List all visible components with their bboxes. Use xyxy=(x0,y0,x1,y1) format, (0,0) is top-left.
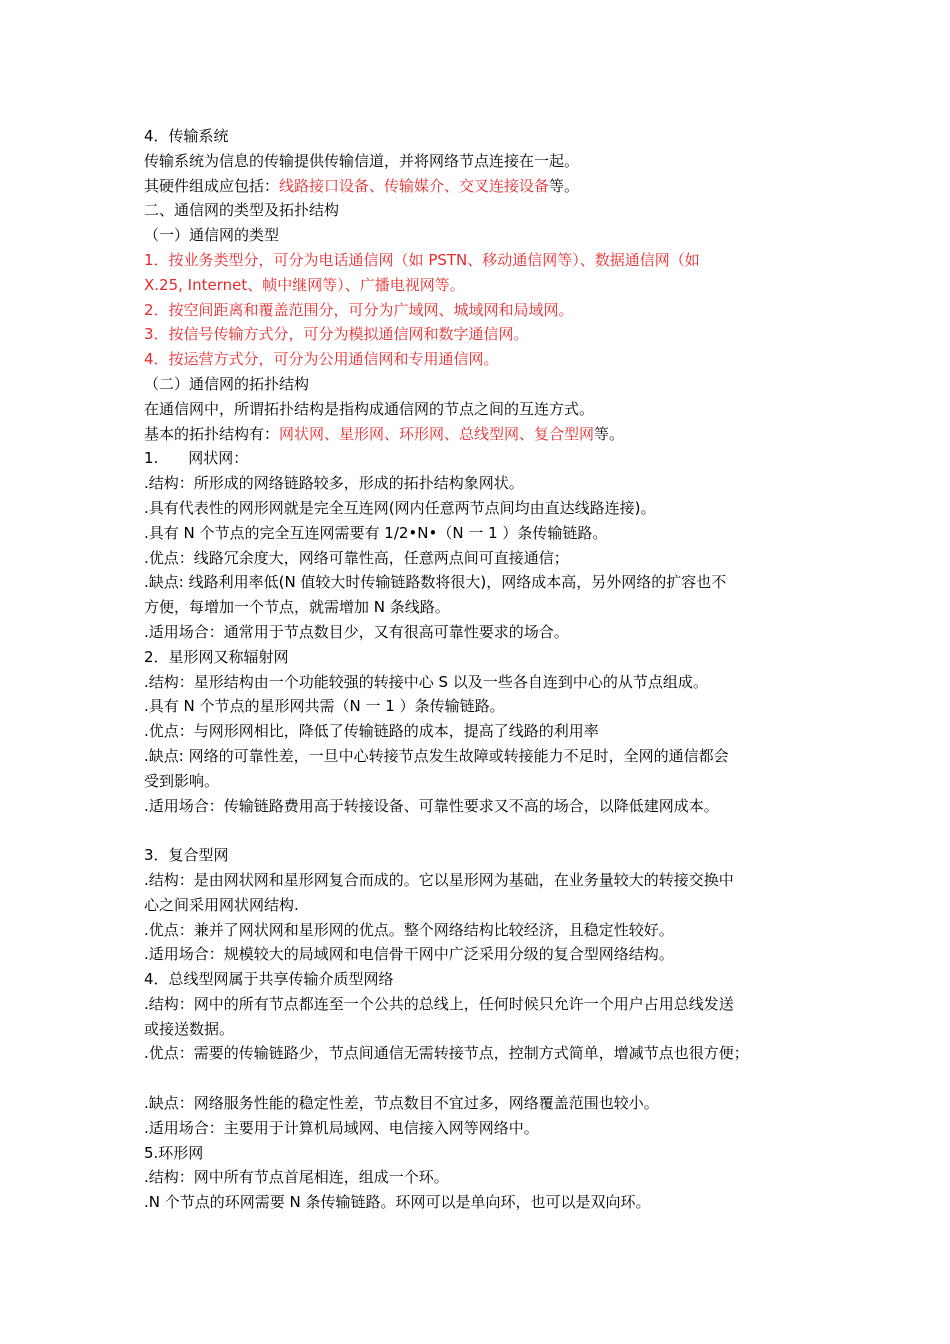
section-heading-network-types: 二、通信网的类型及拓扑结构 xyxy=(144,201,340,220)
paragraph-line: .N 个节点的环网需要 N 条传输链路。环网可以是单向环，也可以是双向环。 xyxy=(144,1193,651,1212)
paragraph-line: .优点：线路冗余度大，网络可靠性高，任意两点间可直接通信； xyxy=(144,548,569,567)
paragraph-line: .结构：所形成的网络链路较多，形成的拓扑结构象网状。 xyxy=(144,474,524,493)
blank-line xyxy=(144,1066,824,1091)
paragraph-line: 或接送数据。 xyxy=(144,1019,235,1038)
paragraph-line: .具有 N 个节点的星形网共需（N 一 1 ）条传输链路。 xyxy=(144,697,505,716)
paragraph-line: .具有代表性的网形网就是完全互连网(网内任意两节点间均由直达线路连接)。 xyxy=(144,498,656,517)
item-heading-bus: 4．总线型网属于共享传输介质型网络 xyxy=(144,970,394,989)
document-body xyxy=(144,124,824,1215)
paragraph-line: .优点：兼并了网状网和星形网的优点。整个网络结构比较经济，且稳定性较好。 xyxy=(144,920,674,939)
highlighted-text: 线路接口设备、传输媒介、交叉连接设备 xyxy=(279,176,550,195)
paragraph-line: .适用场合：规模较大的局域网和电信骨干网中广泛采用分级的复合型网络结构。 xyxy=(144,945,674,964)
paragraph-line: 心之间采用网状网结构. xyxy=(144,895,299,914)
paragraph-line: .适用场合：主要用于计算机局域网、电信接入网等网络中。 xyxy=(144,1118,539,1137)
paragraph-line: 传输系统为信息的传输提供传输信道，并将网络节点连接在一起。 xyxy=(144,151,580,170)
section-heading-transmission-system: 4．传输系统 xyxy=(144,127,229,145)
paragraph-line: .结构：是由网状网和星形网复合而成的。它以星形网为基础，在业务量较大的转接交换中 xyxy=(144,870,734,889)
paragraph-line: .优点：需要的传输链路少，节点间通信无需转接节点，控制方式简单，增减节点也很方便； xyxy=(144,1044,749,1063)
highlighted-list-item: 3．按信号传输方式分，可分为模拟通信网和数字通信网。 xyxy=(144,325,529,344)
paragraph-line: 受到影响。 xyxy=(144,771,220,790)
paragraph-line-hardware xyxy=(144,174,824,199)
paragraph-line: .缺点：网络服务性能的稳定性差，节点数目不宜过多，网络覆盖范围也较小。 xyxy=(144,1094,659,1113)
text-span: 等。 xyxy=(549,176,580,195)
highlighted-text: 网状网、星形网、环形网、总线型网、复合型网 xyxy=(279,424,595,443)
paragraph-line: .结构：星形结构由一个功能较强的转接中心 S 以及一些各自连到中心的从节点组成。 xyxy=(144,672,708,691)
highlighted-list-item: 1．按业务类型分，可分为电话通信网（如 PSTN、移动通信网等）、数据通信网（如 xyxy=(144,250,700,269)
paragraph-line: .适用场合：通常用于节点数目少，又有很高可靠性要求的场合。 xyxy=(144,622,569,641)
paragraph-line: 在通信网中，所谓拓扑结构是指构成通信网的节点之间的互连方式。 xyxy=(144,399,595,418)
text-span: 等。 xyxy=(594,424,625,443)
highlighted-list-item: 2．按空间距离和覆盖范围分，可分为广域网、城域网和局域网。 xyxy=(144,300,574,319)
paragraph-line: .缺点: 线路利用率低(N 值较大时传输链路数将很大)，网络成本高，另外网络的扩容也不 xyxy=(144,573,727,592)
item-heading-mesh: 1. 网状网： xyxy=(144,449,249,468)
item-heading-star: 2．星形网又称辐射网 xyxy=(144,647,289,666)
blank-line xyxy=(144,818,824,843)
text-span: 其硬件组成应包括： xyxy=(144,176,280,195)
subsection-heading-types: （一）通信网的类型 xyxy=(144,226,280,245)
item-heading-composite: 3．复合型网 xyxy=(144,846,229,865)
highlighted-list-item: 4．按运营方式分，可分为公用通信网和专用通信网。 xyxy=(144,350,499,369)
paragraph-line: .结构：网中所有节点首尾相连，组成一个环。 xyxy=(144,1168,449,1187)
text-span: 基本的拓扑结构有： xyxy=(144,424,280,443)
item-heading-ring: 5.环形网 xyxy=(144,1143,204,1162)
paragraph-line: .优点：与网形网相比，降低了传输链路的成本，提高了线路的利用率 xyxy=(144,722,599,741)
paragraph-line: .适用场合：传输链路费用高于转接设备、可靠性要求又不高的场合，以降低建网成本。 xyxy=(144,796,719,815)
paragraph-line: .缺点: 网络的可靠性差，一旦中心转接节点发生故障或转接能力不足时，全网的通信都会 xyxy=(144,746,729,765)
paragraph-line: .具有 N 个节点的完全互连网需要有 1/2•N•（N 一 1 ）条传输链路。 xyxy=(144,523,608,542)
subsection-heading-topology: （二）通信网的拓扑结构 xyxy=(144,374,310,393)
paragraph-line: 方便，每增加一个节点，就需增加 N 条线路。 xyxy=(144,598,450,617)
highlighted-list-item-continued: X.25, Internet、帧中继网等）、广播电视网等。 xyxy=(144,275,465,294)
paragraph-line-topologies xyxy=(144,422,824,447)
paragraph-line: .结构：网中的所有节点都连至一个公共的总线上，任何时候只允许一个用户占用总线发送 xyxy=(144,994,734,1013)
